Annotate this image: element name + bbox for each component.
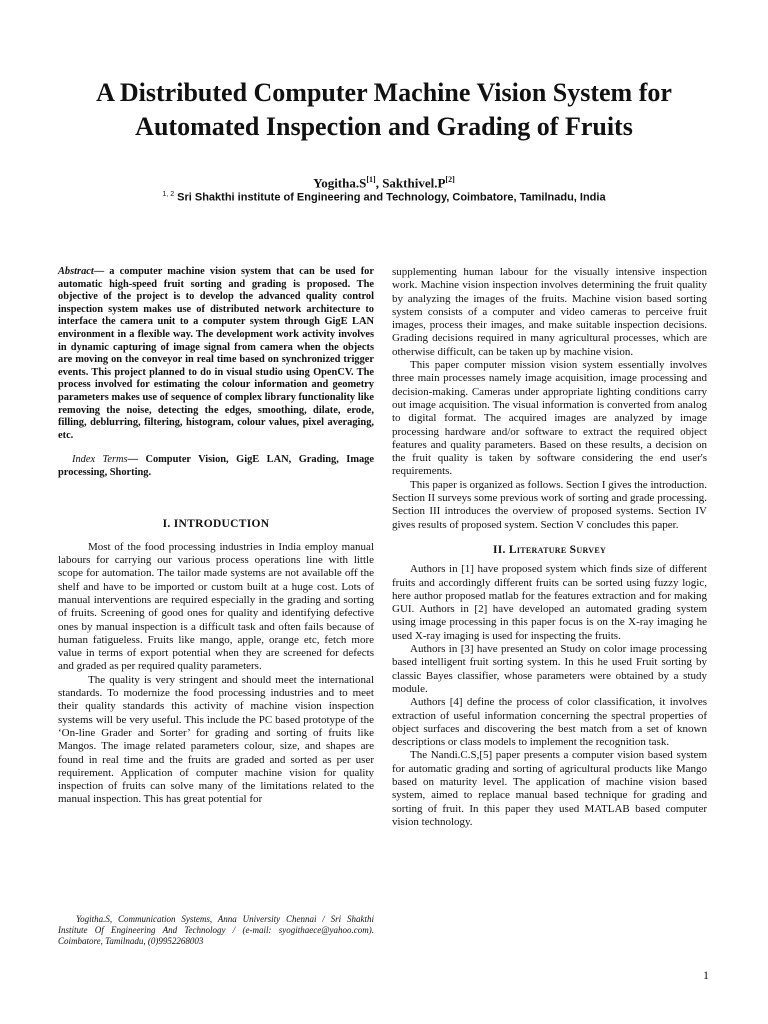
left-column xyxy=(58,266,374,807)
section-heading-introduction: I. INTRODUCTION xyxy=(162,517,270,530)
page-number: 1 xyxy=(703,968,709,982)
paper-title: A Distributed Computer Machine Vision System for Automated Inspection and Grading of Fruits xyxy=(96,78,672,141)
abstract-text: — a computer machine vision system that can be used for automatic high-speed fruit sorting and grading is proposed. The objective of the project is to develop the advanced quality control inspection system makes use of distributed network architecture to interface the camera unit to a computer system through GigE LAN environment in a flexible way. The development work activity involves in dynamic capturing of image signal from camera when the objects are moving on the conveyor in real time based on synchronized trigger events. This project planned to do in visual studio using OpenCV. The process involved for estimating the colour information and geometry parameters makes use of sequence of complex library functionality like removing the noise, detecting the edges, smoothing, dilate, erode, filling, deblurring, filtering, histogram, colour values, pixel averaging, etc. xyxy=(58,266,374,441)
author-2-ref: [2] xyxy=(445,175,455,184)
intro-paragraph-1: Most of the food processing industries in India employ manual labours for carrying our various process operations line with little scope for automation. The tailor made systems are not available off the shelf and have to be imported or custom built at a huge cost. Lots of manual interventions are required especially in the grading and sorting of fruits. Screening of good ones for quality and identifying defective ones by manual inspection is a difficult task and often fails because of human fatigueless. Fruits like mango, apple, orange etc, fetch more value in terms of export potential when they are screened for defects and graded as per required quality parameters. xyxy=(58,540,374,673)
author-1: Yogitha.S xyxy=(313,175,367,191)
author-footnote: Yogitha.S, Communication Systems, Anna University Chennai / Sri Shakthi Institute Of Engineering And Technology / (e-mail: syogithaece@yahoo.com). Coimbatore, Tamilnadu, (0)9952268003 xyxy=(58,914,374,946)
intro-paragraph-4: This paper computer mission vision system essentially involves three main processes namely image acquisition, image processing and decision-making. Cameras under appropriate lighting conditions carry out image acquisition. The visual information is converted from analog to digital format. The acquired images are analyzed by image processing hardware and/or software to extract the required object features and quality parameters. Based on these results, a decision on the fruit quality is taken by software considering the end user's requirements. xyxy=(392,359,707,478)
right-column xyxy=(392,266,707,829)
survey-paragraph-1: Authors in [1] have proposed system which finds size of different fruits and accordingly different fruits can be sorted using fuzzy logic, here author proposed matlab for the features extraction and for making GUI. Authors in [2] have developed an automated grading system using image processing in this paper focus is on the X-ray imaging he used X-ray imaging is used for inspecting the fruits. xyxy=(392,563,707,642)
affiliation-text: Sri Shakthi institute of Engineering and Technology, Coimbatore, Tamilnadu, India xyxy=(174,191,606,204)
index-terms xyxy=(58,454,374,479)
intro-paragraph-5: This paper is organized as follows. Section I gives the introduction. Section II surveys some previous work of sorting and grade processing. Section III introduces the overview of proposed systems. Section IV gives results of proposed system. Section V concludes this paper. xyxy=(392,478,707,531)
intro-paragraph-2: The quality is very stringent and should meet the international standards. To modernize the food processing industries and to meet their quality standards this activity of machine vision inspection systems will be very useful. This include the PC based prototype of the ‘On-line Grader and Sorter’ for grading and sorting of fruits like Mangos. The image related parameters colour, size, and shapes are found in real time and the fruits are graded and sorted as per user requirement. Application of computer machine vision for quality inspection of fruits can solve many of the limitations related to the manual inspection. This has great potential for xyxy=(58,673,374,806)
affiliation-ref: 1, 2 xyxy=(162,191,175,198)
survey-paragraph-4: The Nandi.C.S,[5] paper presents a computer vision based system for automatic grading and sorting of agricultural products like Mango based on maturity level. The application of machine vision based system, aimed to replace manual based technique for grading and sorting of fruit. In this paper they used MATLAB based computer vision technology. xyxy=(392,749,707,828)
index-terms-lead: Index Terms xyxy=(72,454,128,466)
author-1-ref: [1] xyxy=(366,175,376,184)
author-separator: , xyxy=(375,175,383,191)
index-terms-text: — Computer Vision, GigE LAN, Grading, Image processing, Shorting. xyxy=(58,454,374,478)
survey-paragraph-2: Authors in [3] have presented an Study on color image processing based intelligent fruit sorting system. In this he used Fruit sorting by classic Bayes classifier, whose parameters were obtained by a study module. xyxy=(392,643,707,695)
abstract-lead: Abstract xyxy=(58,266,94,277)
abstract xyxy=(58,266,374,442)
intro-paragraph-3: supplementing human labour for the visually intensive inspection work. Machine vision inspection involves determining the fruit quality by analyzing the images of the fruits. Machine vision based sorting system consists of a computer and video cameras to perceive fruit images, process their images, and make suitable inspection decisions. Grading decisions required in many agricultural processes, which are otherwise difficult, can be taken up by machine vision. xyxy=(392,266,707,358)
author-line xyxy=(0,175,768,191)
affiliation-line xyxy=(0,191,768,204)
survey-paragraph-3: Authors [4] define the process of color classification, it involves extraction of useful information concerning the spectral properties of object surfaces and discovering the best match from a set of known descriptions or class models to implement the recognition task. xyxy=(392,696,707,749)
section-heading-literature-survey: II. Literature Survey xyxy=(492,543,607,556)
author-2: Sakthivel.P xyxy=(382,175,446,191)
